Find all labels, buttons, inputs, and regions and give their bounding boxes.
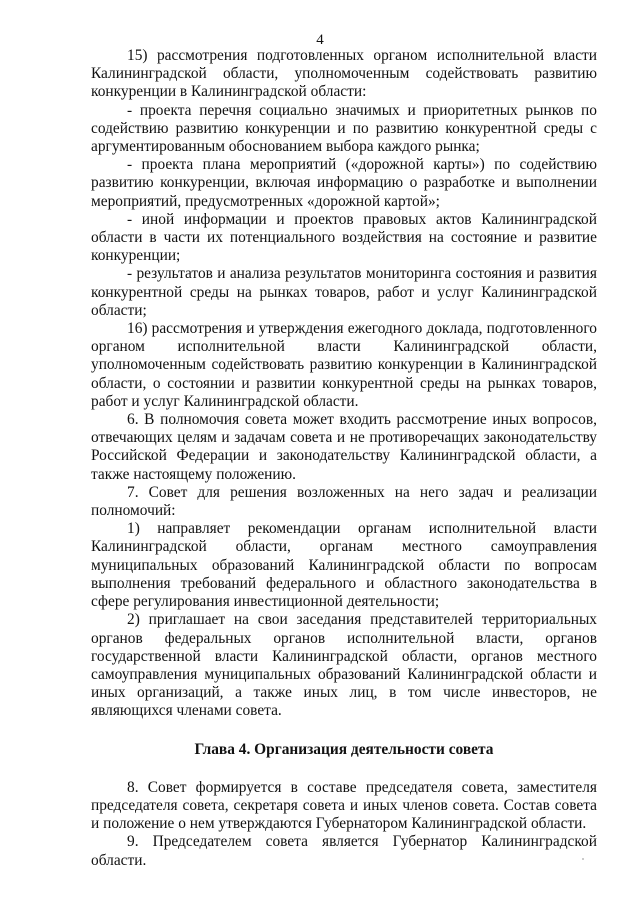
paragraph-monitoring: - результатов и анализа результатов мониторинга состояния и развития конкурентной среды на рынках товаров, работ и услуг Калининградской области; [91, 265, 597, 319]
chapter-heading: Глава 4. Организация деятельности совета [194, 740, 494, 758]
paragraph-clause-9: 9. Председателем совета является Губернатор Калининградской области. [91, 833, 597, 869]
paragraph-priority-markets: - проекта перечня социально значимых и приоритетных рынков по содействию развитию конкуренции и по развитию конкурентной среды с аргументированным обоснованием выбора каждого рынка; [91, 101, 597, 156]
paragraph-legal-acts: - иной информации и проектов правовых актов Калининградской области в части их потенциального воздействия на состояние и развитие конкуренции; [91, 210, 597, 265]
paragraph-clause-7-1: 1) направляет рекомендации органам исполнительной власти Калининградской области, органам местного самоуправления муниципальных образований Калининградской области по вопросам выполнения требований федерального и областного законодательства в сфере регулирования инвестиционной деятельности; [91, 520, 597, 611]
paragraph-clause-6: 6. В полномочия совета может входить рассмотрение иных вопросов, отвечающих целям и задачам совета и не противоречащих законодательству Российской Федерации и законодательству Калининградской области, а также настоящему положению. [91, 411, 597, 483]
paragraph-roadmap: - проекта плана мероприятий («дорожной карты») по содействию развитию конкуренции, включая информацию о разработке и выполнении мероприятий, предусмотренных «дорожной картой»; [91, 156, 597, 210]
paragraph-item-15: 15) рассмотрения подготовленных органом исполнительной власти Калининградской области, уполномоченным содействовать развитию конкуренции в Калининградской области: [91, 47, 597, 101]
page-number: 4 [316, 32, 324, 48]
paragraph-item-16: 16) рассмотрения и утверждения ежегодного доклада, подготовленного органом исполнительной власти Калининградской области, уполномоченным содействовать развитию конкуренции в Калининградской области, о состоянии и развитии конкурентной среды на рынках товаров, работ и услуг Калининградской области. [91, 320, 597, 410]
paragraph-clause-7: 7. Совет для решения возложенных на него задач и реализации полномочий: [91, 483, 597, 520]
paragraph-clause-7-2: 2) приглашает на свои заседания представителей территориальных органов федеральных органов исполнительной власти, органов государственной власти Калининградской области, органов местного самоуправления муниципальных образований Калининградской области и иных организаций, а также иных лиц, в том числе инвесторов, не являющихся членами совета. [91, 611, 597, 720]
paragraph-clause-8: 8. Совет формируется в составе председателя совета, заместителя председателя совета, секретаря совета и иных членов совета. Состав совета и положение о нем утверждаются Губернатором Калининградской области. [91, 778, 597, 833]
scan-speck [582, 858, 584, 860]
document-body [91, 47, 597, 870]
